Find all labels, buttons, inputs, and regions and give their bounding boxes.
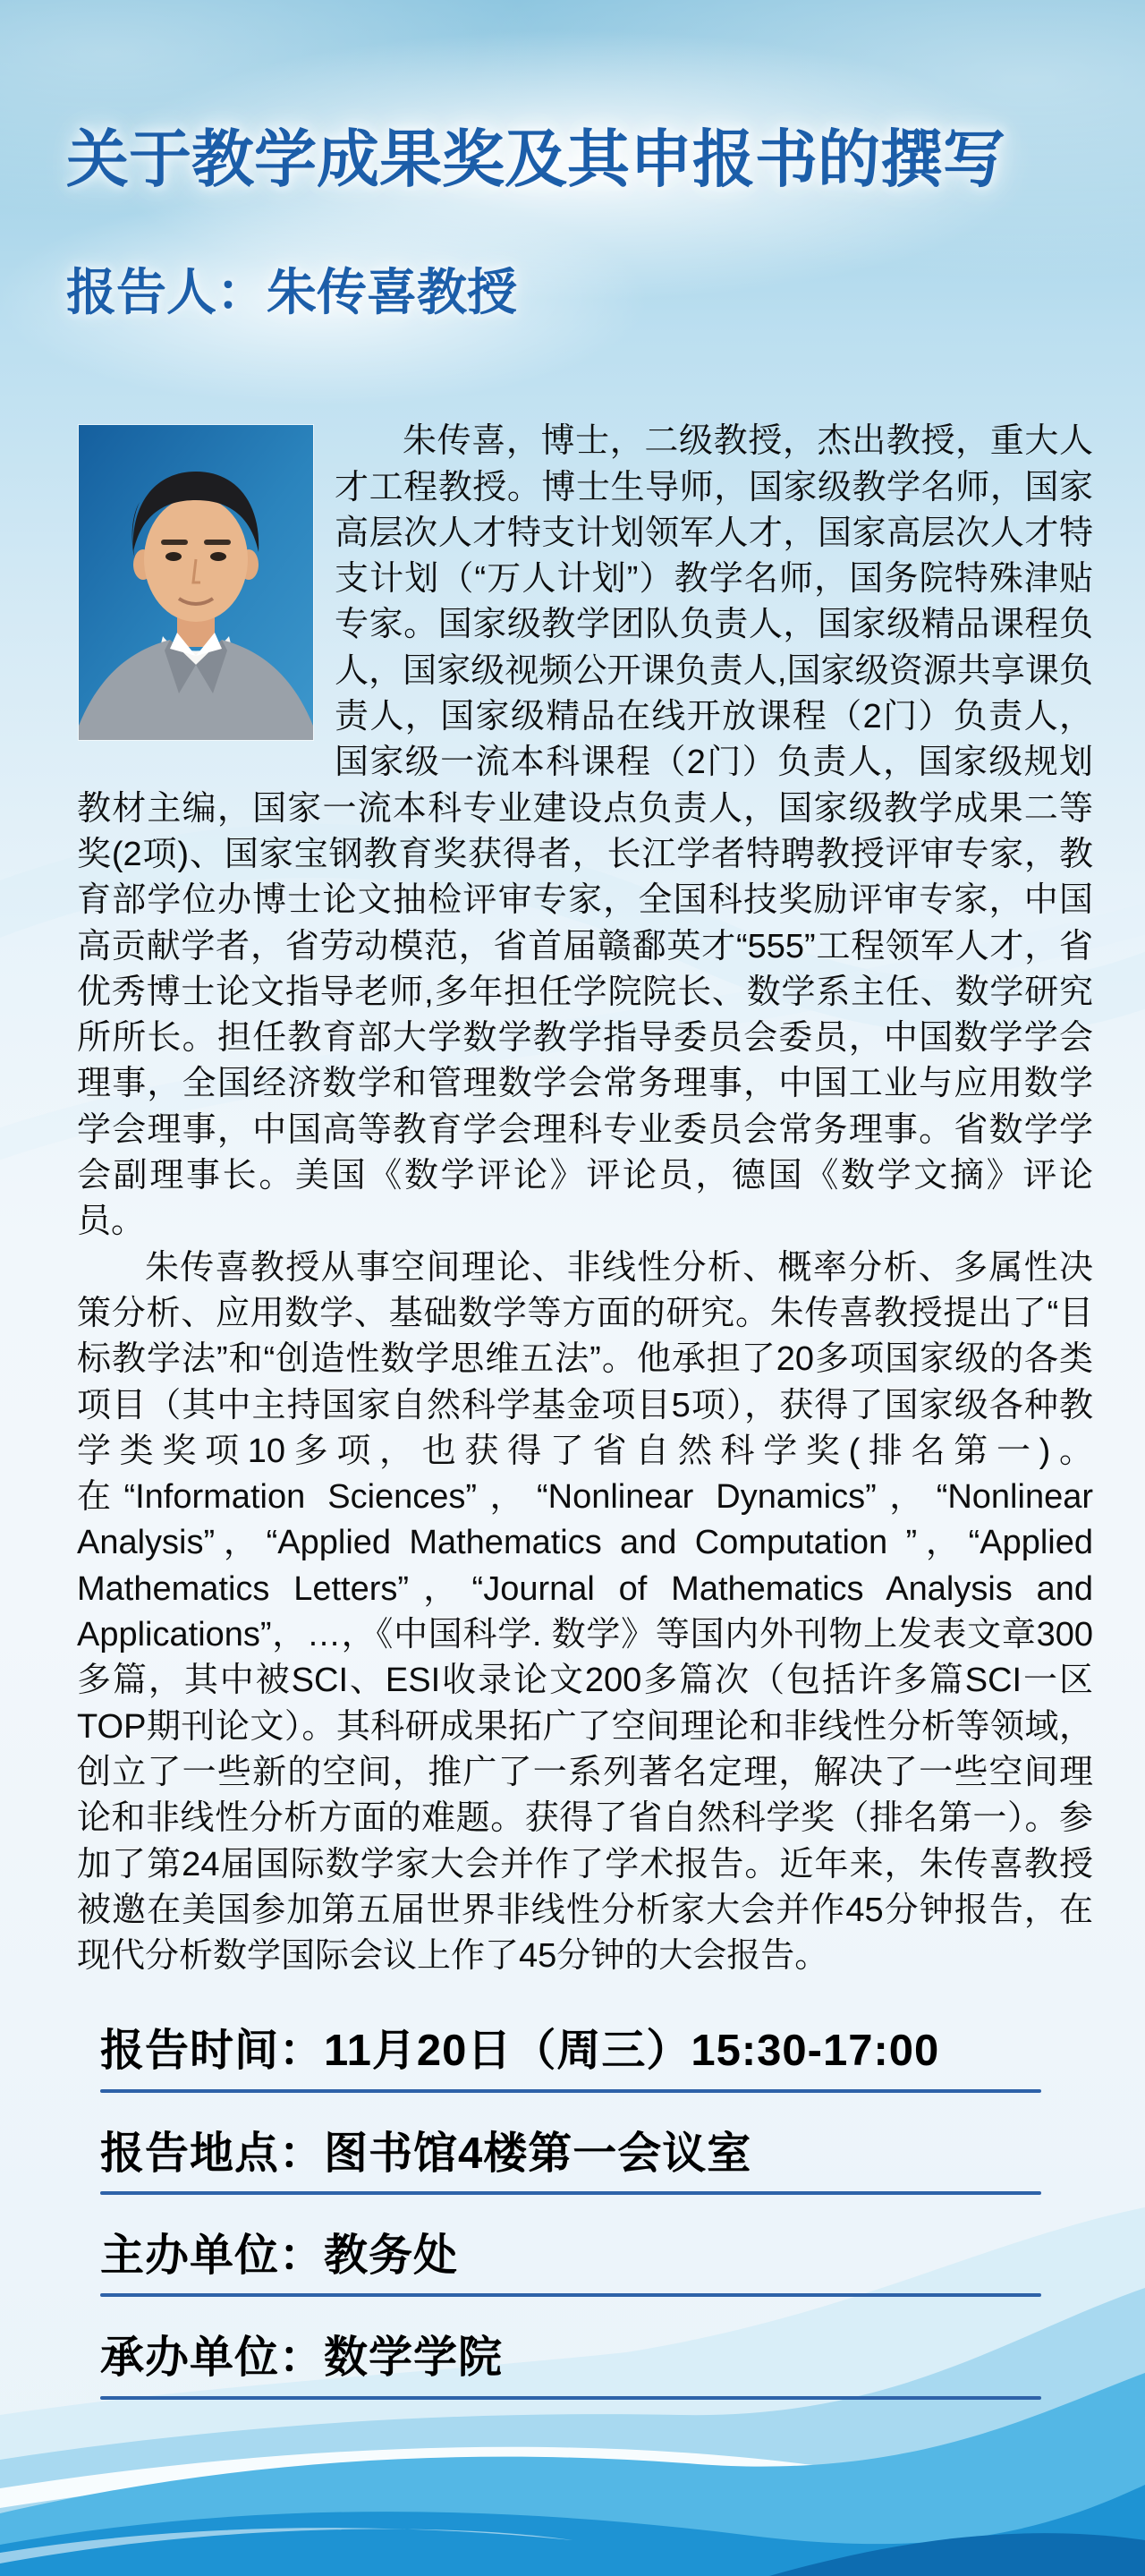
divider-line	[100, 2191, 1041, 2195]
info-organizer-label: 承办单位：	[100, 2334, 325, 2383]
info-place-text	[100, 2129, 1093, 2179]
info-host-value: 教务处	[324, 2232, 459, 2281]
bio-paragraph-1: 朱传喜，博士，二级教授，杰出教授，重大人才工程教授。博士生导师，国家级教学名师，国家高层次人才特支计划领军人才，国家高层次人才特支计划（“万人计划”）教学名师，国务院特殊津贴专家。国家级教学团队负责人，国家级精品课程负人，国家级视频公开课负责人,国家级资源共享课负责人，国家级精品在线开放课程（2门）负责人，国家级一流本科课程（2门）负责人，国家级规划教材主编，国家一流本科专业建设点负责人，国家级教学成果二等奖(2项)、国家宝钢教育奖获得者，长江学者特聘教授评审专家，教育部学位办博士论文抽检评审专家，全国科技奖励评审专家，中国高贡献学者，省劳动模范，省首届赣鄱英才“555”工程领军人才，省优秀博士论文指导老师,多年担任学院院长、数学系主任、数学研究所所长。担任教育部大学数学教学指导委员会委员，中国数学学会理事，全国经济数学和管理数学会常务理事，中国工业与应用数学学会理事，中国高等教育学会理科专业委员会常务理事。省数学学会副理事长。美国《数学评论》评论员，德国《数学文摘》评论员。	[77, 422, 1093, 1241]
bio-paragraph-2: 朱传喜教授从事空间理论、非线性分析、概率分析、多属性决策分析、应用数学、基础数学等方面的研究。朱传喜教授提出了“目标教学法”和“创造性数学思维五法”。他承担了20多项国家级的各类项目（其中主持国家自然科学基金项目5项），获得了国家级各种教学类奖项10多项，也获得了省自然科学奖(排名第一)。在“Information Sciences”，“Nonlinear Dynamics”，“Nonlinear Analysis”，“Applied Mathematics and Computation ”，“Applied Mathematics Letters”，“Journal of Mathematics Analysis and Applications”，…，《中国科学. 数学》等国内外刊物上发表文章300多篇，其中被SCI、ESI收录论文200多篇次（包括许多篇SCI一区TOP期刊论文）。其科研成果拓广了空间理论和非线性分析等领域，创立了一些新的空间，推广了一系列著名定理，解决了一些空间理论和非线性分析方面的难题。获得了省自然科学奖（排名第一）。参加了第24届国际数学家大会并作了学术报告。近年来，朱传喜教授被邀在美国参加第五届世界非线性分析家大会并作45分钟报告，在现代分析数学国际会议上作了45分钟的大会报告。	[77, 1248, 1093, 1976]
divider-line	[100, 2396, 1041, 2400]
divider-line	[100, 2089, 1041, 2093]
info-organizer-text	[100, 2333, 1093, 2383]
biography-section	[77, 419, 1093, 1979]
info-host-label: 主办单位：	[100, 2232, 325, 2281]
info-host-text	[100, 2231, 1093, 2281]
info-row-place	[100, 2129, 1093, 2195]
info-place-value: 图书馆4楼第一会议室	[324, 2129, 752, 2178]
info-place-label: 报告地点：	[100, 2129, 325, 2178]
info-time-value: 11月20日（周三）15:30-17:00	[324, 2027, 940, 2076]
divider-line	[100, 2293, 1041, 2297]
portrait-illustration	[79, 425, 313, 740]
info-time-text	[100, 2026, 1093, 2076]
info-row-host	[100, 2231, 1093, 2297]
event-info-section	[100, 2026, 1093, 2399]
presenter-line: 报告人：朱传喜教授	[66, 263, 517, 320]
professor-photo	[79, 425, 313, 740]
info-row-organizer	[100, 2333, 1093, 2399]
poster-title: 关于教学成果奖及其申报书的撰写	[66, 124, 1005, 194]
info-row-time	[100, 2026, 1093, 2092]
info-time-label: 报告时间：	[100, 2027, 325, 2076]
info-organizer-value: 数学学院	[324, 2334, 504, 2383]
